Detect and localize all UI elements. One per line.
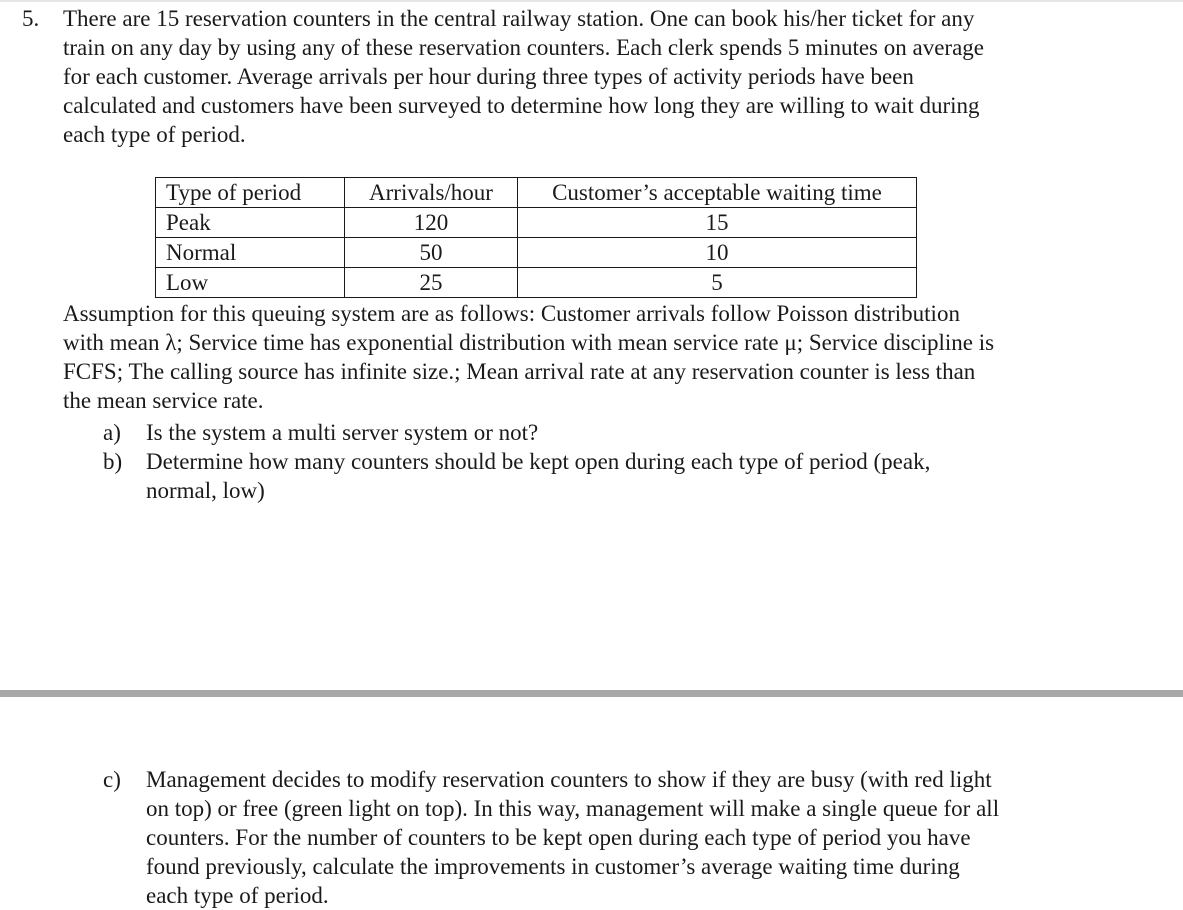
part-line: each type of period.: [146, 883, 329, 908]
assumption-line: the mean service rate.: [63, 388, 264, 413]
table-cell: 50: [345, 238, 518, 268]
table-cell: 25: [345, 268, 518, 298]
table-cell: Low: [156, 268, 345, 298]
question-line: There are 15 reservation counters in the central railway station. One can book his/her ticket for any: [63, 6, 975, 31]
part-c-letter: c): [103, 767, 121, 792]
table-row: [156, 208, 917, 238]
question-line: train on any day by using any of these reservation counters. Each clerk spends 5 minutes on average: [63, 35, 984, 60]
table-cell: 10: [518, 238, 917, 268]
page-break-divider: [0, 690, 1183, 697]
question-number: 5.: [22, 6, 40, 31]
assumption-paragraph: [63, 299, 1123, 415]
part-b-letter: b): [103, 449, 123, 474]
table-cell: Peak: [156, 208, 345, 238]
question-text: [63, 4, 1093, 149]
part-line: Is the system a multi server system or not?: [146, 420, 539, 445]
question-line: for each customer. Average arrivals per hour during three types of activity periods have been: [63, 64, 914, 89]
part-a-letter: a): [103, 420, 121, 445]
table-header-cell: Customer’s acceptable waiting time: [518, 178, 917, 208]
table-cell: 15: [518, 208, 917, 238]
part-line: Determine how many counters should be kept open during each type of period (peak,: [146, 449, 931, 474]
table-header-row: [156, 178, 917, 208]
table-cell: Normal: [156, 238, 345, 268]
table-cell: 5: [518, 268, 917, 298]
table-header-cell: Arrivals/hour: [345, 178, 518, 208]
assumption-line: with mean λ; Service time has exponential distribution with mean service rate μ; Service discipline is: [63, 330, 995, 355]
question-line: each type of period.: [63, 122, 246, 147]
page-lower: [0, 697, 1183, 908]
assumption-line: Assumption for this queuing system are as follows: Customer arrivals follow Poisson distribution: [63, 301, 960, 326]
table-row: [156, 238, 917, 268]
part-line: counters. For the number of counters to be kept open during each type of period you have: [146, 825, 971, 850]
table-cell: 120: [345, 208, 518, 238]
period-table: [155, 177, 917, 298]
question-line: calculated and customers have been surveyed to determine how long they are willing to wait during: [63, 93, 980, 118]
part-line: found previously, calculate the improvements in customer’s average waiting time during: [146, 854, 960, 879]
table-header-cell: Type of period: [156, 178, 345, 208]
table-row: [156, 268, 917, 298]
part-c-text: [146, 765, 1106, 910]
part-b-text: [146, 447, 1106, 505]
assumption-line: FCFS; The calling source has infinite size.; Mean arrival rate at any reservation counter is less than: [63, 359, 976, 384]
part-line: normal, low): [146, 478, 265, 503]
part-line: on top) or free (green light on top). In this way, management will make a single queue for all: [146, 796, 1000, 821]
part-line: Management decides to modify reservation counters to show if they are busy (with red light: [146, 767, 992, 792]
part-a-text: [146, 418, 1106, 447]
